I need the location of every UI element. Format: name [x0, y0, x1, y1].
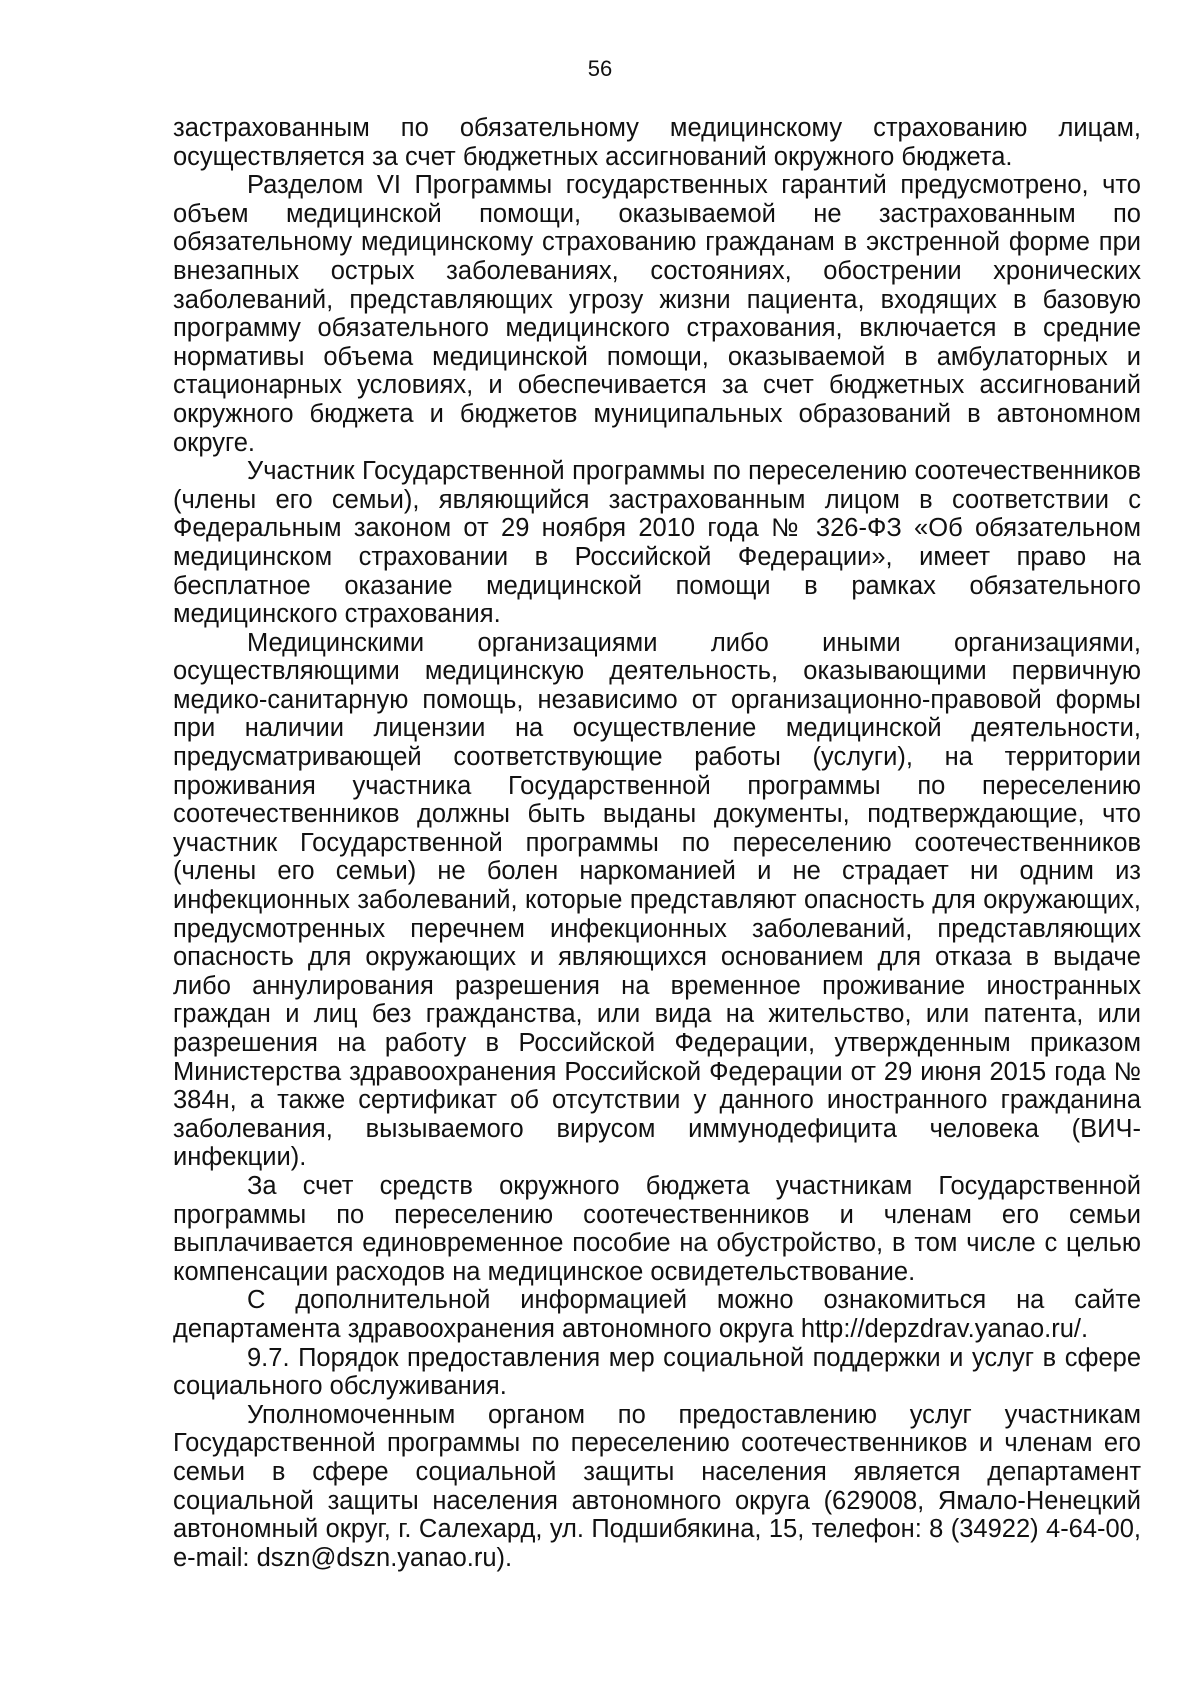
document-body: [173, 114, 1141, 1572]
page-number: 56: [587, 56, 613, 81]
section-heading-9-7: 9.7. Порядок предоставления мер социальной поддержки и услуг в сфере социального обслуживания.: [173, 1343, 1141, 1401]
paragraph-more-info: С дополнительной информацией можно ознакомиться на сайте департамента здравоохранения автономного округа http://depzdrav.yanao.ru/.: [173, 1286, 1141, 1343]
paragraph-medical-documents: Медицинскими организациями либо иными организациями, осуществляющими медицинскую деятельность, оказывающими первичную медико-санитарную помощь, независимо от организационно-правовой формы при наличии лицензии на осуществление медицинской деятельности, предусматривающей соответствующие работы (услуги), на территории проживания участника Государственной программы по переселению соотечественников должны быть выданы документы, подтверждающие, что участник Государственной программы по переселению соотечественников (члены его семьи) не болен наркоманией и не страдает ни одним из инфекционных заболеваний, которые представляют опасность для окружающих, предусмотренных перечнем инфекционных заболеваний, представляющих опасность для окружающих и являющихся основанием для отказа в выдаче либо аннулирования разрешения на временное проживание иностранных граждан и лиц без гражданства, или вида на жительство, или патента, или разрешения на работу в Российской Федерации, утвержденным приказом Министерства здравоохранения Российской Федерации от 29 июня 2015 года № 384н, а также сертификат об отсутствии у данного иностранного гражданина заболевания, вызываемого вирусом иммунодефицита человека (ВИЧ-инфекции).: [173, 628, 1141, 1172]
paragraph-program-guarantees: Разделом VI Программы государственных гарантий предусмотрено, что объем медицинской помощи, оказываемой не застрахованным по обязательному медицинскому страхованию гражданам в экстренной форме при внезапных острых заболеваниях, состояниях, обострении хронических заболеваний, представляющих угрозу жизни пациента, входящих в базовую программу обязательного медицинского страхования, включается в средние нормативы объема медицинской помощи, оказываемой в амбулаторных и стационарных условиях, и обеспечивается за счет бюджетных ассигнований окружного бюджета и бюджетов муниципальных образований в автономном округе.: [173, 171, 1141, 457]
paragraph-social-protection-dept: Уполномоченным органом по предоставлению услуг участникам Государственной программы по переселению соотечественников и членам его семьи в сфере социальной защиты населения является департамент социальной защиты населения автономного округа (629008, Ямало-Ненецкий автономный округ, г. Салехард, ул. Подшибякина, 15, телефон: 8 (34922) 4-64-00, e-mail: dszn@dszn.yanao.ru).: [173, 1400, 1141, 1572]
paragraph-continuation: застрахованным по обязательному медицинскому страхованию лицам, осуществляется за счет бюджетных ассигнований окружного бюджета.: [173, 114, 1141, 171]
paragraph-allowance: За счет средств окружного бюджета участникам Государственной программы по переселению соотечественников и членам его семьи выплачивается единовременное пособие на обустройство, в том числе с целью компенсации расходов на медицинское освидетельствование.: [173, 1171, 1141, 1286]
paragraph-insured-participant: Участник Государственной программы по переселению соотечественников (члены его семьи), являющийся застрахованным лицом в соответствии с Федеральным законом от 29 ноября 2010 года № 326-ФЗ «Об обязательном медицинском страховании в Российской Федерации», имеет право на бесплатное оказание медицинской помощи в рамках обязательного медицинского страхования.: [173, 457, 1141, 629]
